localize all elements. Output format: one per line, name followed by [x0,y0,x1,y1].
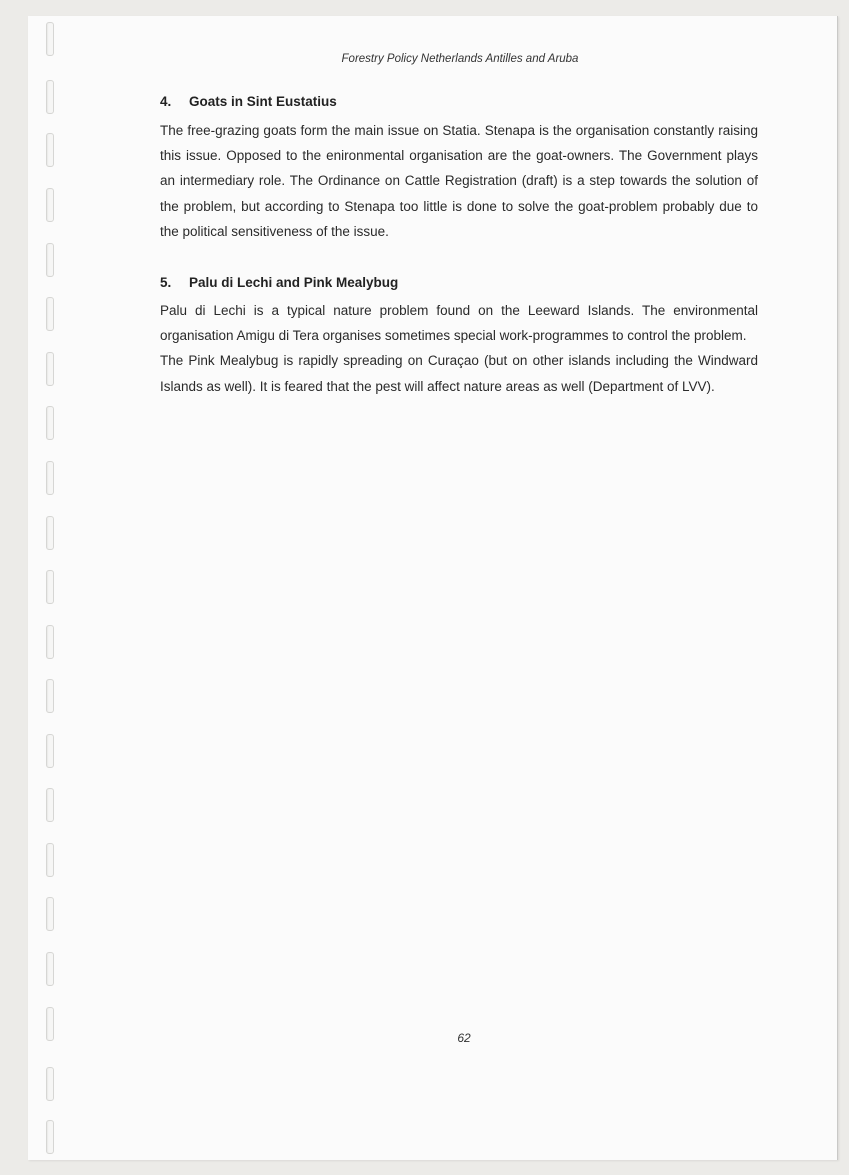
binding-hole [46,1007,54,1041]
binding-hole [46,897,54,931]
paragraph: Palu di Lechi is a typical nature problem found on the Leeward Islands. The environmental organisation Amigu di Tera organises sometimes special work-programmes to control the problem. [160,303,758,344]
binding-hole [46,570,54,604]
section-title: Palu di Lechi and Pink Mealybug [189,275,399,290]
binding-hole [46,243,54,277]
section-body [160,298,758,399]
running-head: Forestry Policy Netherlands Antilles and Aruba [341,53,579,65]
paragraph: The Pink Mealybug is rapidly spreading on Curaçao (but on other islands including the Windward Islands as well). It is feared that the pest will affect nature areas as well (Department of LVV). [160,353,758,394]
page-number: 62 [457,1031,471,1045]
section-number: 5. [160,275,172,290]
section-heading [160,275,398,290]
binding-hole [46,679,54,713]
binding-hole [46,734,54,768]
binding-hole [46,952,54,986]
section-number: 4. [160,94,172,109]
section-heading [160,94,337,109]
binding-hole [46,843,54,877]
section-title: Goats in Sint Eustatius [189,94,337,109]
binding-hole [46,22,54,56]
binding-hole [46,188,54,222]
paragraph: The free-grazing goats form the main issue on Statia. Stenapa is the organisation constantly raising this issue. Opposed to the enironmental organisation are the goat-owners. The Government plays an intermediary role. The Ordinance on Cattle Registration (draft) is a step towards the solution of the problem, but according to Stenapa too little is done to solve the goat-problem probably due to the political sensitiveness of the issue. [160,123,758,239]
binding-hole [46,1067,54,1101]
binding-hole [46,352,54,386]
binding-hole [46,406,54,440]
binding-hole [46,80,54,114]
binding-hole [46,788,54,822]
binding-hole [46,133,54,167]
section-body [160,118,758,244]
binding-hole [46,625,54,659]
binding-hole [46,461,54,495]
binding-hole [46,1120,54,1154]
binding-hole [46,297,54,331]
binding-hole [46,516,54,550]
